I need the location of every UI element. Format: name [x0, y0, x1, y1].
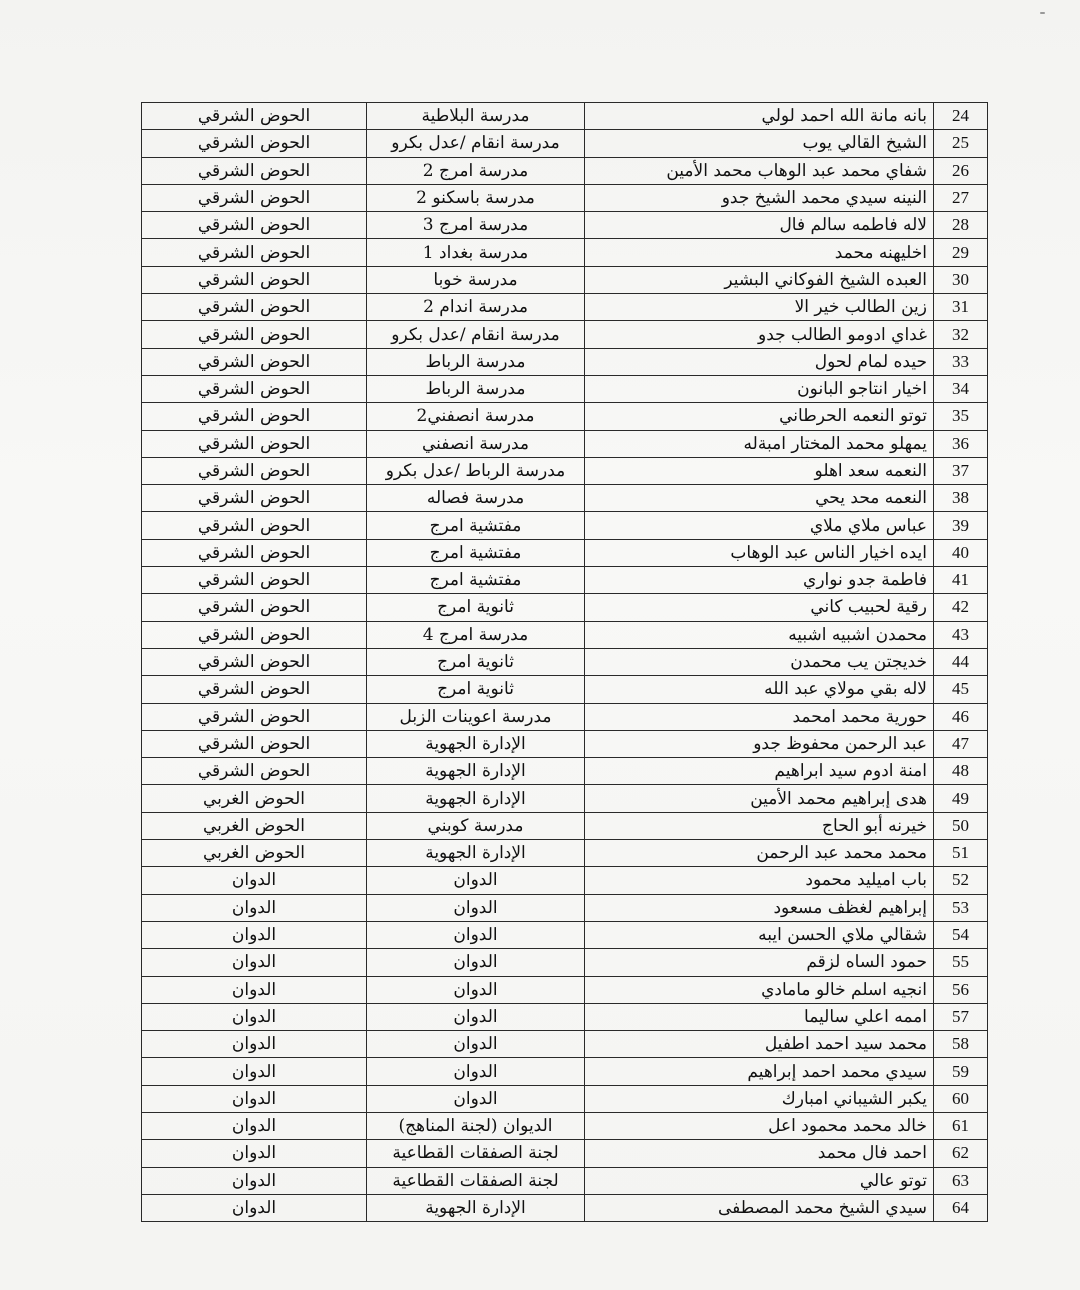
row-number: 39 [934, 512, 988, 539]
workplace-cell: مدرسة انصفني [367, 430, 585, 457]
person-name: زين الطالب خير الا [585, 294, 934, 321]
table-row [142, 1112, 988, 1139]
person-name: هدى إبراهيم محمد الأمين [585, 785, 934, 812]
workplace-cell: مدرسة البلاطية [367, 103, 585, 130]
table-row [142, 184, 988, 211]
row-number: 31 [934, 294, 988, 321]
person-name: يكبر الشيباني امبارك [585, 1085, 934, 1112]
person-name: لاله فاطمه سالم فال [585, 212, 934, 239]
row-number: 24 [934, 103, 988, 130]
table-row [142, 1085, 988, 1112]
workplace-cell: الدوان [367, 921, 585, 948]
workplace-cell: الدوان [367, 894, 585, 921]
region-cell: الحوض الشرقي [142, 621, 367, 648]
person-name: اخيار انتاجو البانون [585, 375, 934, 402]
region-cell: الدوان [142, 1058, 367, 1085]
table-row [142, 1058, 988, 1085]
region-cell: الدوان [142, 1085, 367, 1112]
region-cell: الحوض الغربي [142, 812, 367, 839]
person-name: خديجتن يب محمدن [585, 648, 934, 675]
workplace-cell: مفتشية امرج [367, 539, 585, 566]
person-name: شقالي ملاي الحسن ايبه [585, 921, 934, 948]
table-row [142, 867, 988, 894]
region-cell: الحوض الشرقي [142, 130, 367, 157]
region-cell: الحوض الشرقي [142, 157, 367, 184]
table-row [142, 430, 988, 457]
person-name: بانه مانة الله احمد لولي [585, 103, 934, 130]
row-number: 51 [934, 840, 988, 867]
person-name: سيدي الشيخ محمد المصطفى [585, 1194, 934, 1221]
person-name: توتو عالي [585, 1167, 934, 1194]
region-cell: الدوان [142, 1194, 367, 1221]
person-name: سيدي محمد احمد إبراهيم [585, 1058, 934, 1085]
row-number: 48 [934, 758, 988, 785]
person-name: توتو النعمه الحرطاني [585, 403, 934, 430]
workplace-cell: مدرسة الرباط [367, 375, 585, 402]
row-number: 54 [934, 921, 988, 948]
workplace-cell: الإدارة الجهوية [367, 840, 585, 867]
workplace-cell: الدوان [367, 1031, 585, 1058]
row-number: 38 [934, 485, 988, 512]
person-name: انجيه اسلم خالو مامادي [585, 976, 934, 1003]
region-cell: الحوض الشرقي [142, 539, 367, 566]
table-row [142, 758, 988, 785]
row-number: 42 [934, 594, 988, 621]
workplace-cell: مدرسة انصفني2 [367, 403, 585, 430]
row-number: 46 [934, 703, 988, 730]
table-row [142, 294, 988, 321]
region-cell: الحوض الشرقي [142, 103, 367, 130]
row-number: 55 [934, 949, 988, 976]
table-row [142, 130, 988, 157]
workplace-cell: مدرسة انقام /عدل بكرو [367, 321, 585, 348]
region-cell: الحوض الشرقي [142, 703, 367, 730]
table-row [142, 949, 988, 976]
table-row [142, 785, 988, 812]
row-number: 49 [934, 785, 988, 812]
workplace-cell: الدوان [367, 1003, 585, 1030]
workplace-cell: الدوان [367, 976, 585, 1003]
row-number: 45 [934, 676, 988, 703]
table-row [142, 212, 988, 239]
table-row [142, 1167, 988, 1194]
region-cell: الحوض الشرقي [142, 375, 367, 402]
region-cell: الحوض الشرقي [142, 730, 367, 757]
workplace-cell: مدرسة امرج 3 [367, 212, 585, 239]
row-number: 61 [934, 1112, 988, 1139]
workplace-cell: الدوان [367, 1085, 585, 1112]
row-number: 50 [934, 812, 988, 839]
region-cell: الدوان [142, 1112, 367, 1139]
region-cell: الدوان [142, 867, 367, 894]
table-row [142, 157, 988, 184]
workplace-cell: الدوان [367, 867, 585, 894]
table-row [142, 676, 988, 703]
roster-table [141, 102, 988, 1222]
region-cell: الحوض الغربي [142, 785, 367, 812]
workplace-cell: لجنة الصفقات القطاعية [367, 1167, 585, 1194]
row-number: 59 [934, 1058, 988, 1085]
table-row [142, 485, 988, 512]
person-name: فاطمة جدو نواري [585, 567, 934, 594]
row-number: 62 [934, 1140, 988, 1167]
person-name: إبراهيم لغظف مسعود [585, 894, 934, 921]
person-name: غداي ادومو الطالب جدو [585, 321, 934, 348]
scan-speck [1040, 12, 1045, 14]
region-cell: الحوض الغربي [142, 840, 367, 867]
region-cell: الدوان [142, 921, 367, 948]
person-name: اخليهنه محمد [585, 239, 934, 266]
workplace-cell: مدرسة امرج 4 [367, 621, 585, 648]
workplace-cell: مدرسة اندام 2 [367, 294, 585, 321]
workplace-cell: مدرسة خوبا [367, 266, 585, 293]
person-name: حمود الساه لزقم [585, 949, 934, 976]
table-row [142, 976, 988, 1003]
table-row [142, 512, 988, 539]
table-row [142, 921, 988, 948]
table-row [142, 894, 988, 921]
table-row [142, 730, 988, 757]
person-name: اممه اعلي ساليما [585, 1003, 934, 1030]
person-name: الشيخ القالي يوب [585, 130, 934, 157]
table-row [142, 1031, 988, 1058]
workplace-cell: الدوان [367, 949, 585, 976]
person-name: حيده لمام لحول [585, 348, 934, 375]
table-row [142, 648, 988, 675]
region-cell: الحوض الشرقي [142, 212, 367, 239]
region-cell: الدوان [142, 1031, 367, 1058]
workplace-cell: مدرسة بغداد 1 [367, 239, 585, 266]
person-name: محمد محمد عبد الرحمن [585, 840, 934, 867]
region-cell: الحوض الشرقي [142, 457, 367, 484]
person-name: يمهلو محمد المختار امبةله [585, 430, 934, 457]
row-number: 29 [934, 239, 988, 266]
region-cell: الحوض الشرقي [142, 485, 367, 512]
table-row [142, 567, 988, 594]
region-cell: الدوان [142, 1140, 367, 1167]
row-number: 60 [934, 1085, 988, 1112]
person-name: باب اميليد محمود [585, 867, 934, 894]
table-row [142, 348, 988, 375]
row-number: 32 [934, 321, 988, 348]
table-row [142, 812, 988, 839]
region-cell: الحوض الشرقي [142, 430, 367, 457]
row-number: 26 [934, 157, 988, 184]
region-cell: الحوض الشرقي [142, 594, 367, 621]
region-cell: الحوض الشرقي [142, 321, 367, 348]
table-row [142, 539, 988, 566]
region-cell: الحوض الشرقي [142, 676, 367, 703]
person-name: النعمه محد يحي [585, 485, 934, 512]
region-cell: الدوان [142, 894, 367, 921]
row-number: 34 [934, 375, 988, 402]
person-name: لاله بقي مولاي عبد الله [585, 676, 934, 703]
table-row [142, 266, 988, 293]
table-row [142, 1194, 988, 1221]
row-number: 36 [934, 430, 988, 457]
row-number: 30 [934, 266, 988, 293]
table-row [142, 1140, 988, 1167]
row-number: 53 [934, 894, 988, 921]
region-cell: الحوض الشرقي [142, 567, 367, 594]
row-number: 25 [934, 130, 988, 157]
row-number: 27 [934, 184, 988, 211]
table-row [142, 1003, 988, 1030]
row-number: 52 [934, 867, 988, 894]
workplace-cell: الإدارة الجهوية [367, 730, 585, 757]
row-number: 63 [934, 1167, 988, 1194]
region-cell: الحوض الشرقي [142, 512, 367, 539]
row-number: 33 [934, 348, 988, 375]
region-cell: الحوض الشرقي [142, 266, 367, 293]
person-name: النينه سيدي محمد الشيخ جدو [585, 184, 934, 211]
table-row [142, 594, 988, 621]
region-cell: الحوض الشرقي [142, 758, 367, 785]
row-number: 64 [934, 1194, 988, 1221]
person-name: احمد فال محمد [585, 1140, 934, 1167]
workplace-cell: مدرسة اعوينات الزبل [367, 703, 585, 730]
person-name: شفاي محمد عبد الوهاب محمد الأمين [585, 157, 934, 184]
workplace-cell: مدرسة الرباط [367, 348, 585, 375]
region-cell: الحوض الشرقي [142, 348, 367, 375]
workplace-cell: مدرسة انقام /عدل بكرو [367, 130, 585, 157]
row-number: 37 [934, 457, 988, 484]
row-number: 58 [934, 1031, 988, 1058]
region-cell: الدوان [142, 1003, 367, 1030]
row-number: 28 [934, 212, 988, 239]
table-row [142, 703, 988, 730]
table-row [142, 840, 988, 867]
person-name: خالد محمد محمود اعل [585, 1112, 934, 1139]
row-number: 56 [934, 976, 988, 1003]
workplace-cell: مفتشية امرج [367, 512, 585, 539]
table-row [142, 621, 988, 648]
region-cell: الحوض الشرقي [142, 184, 367, 211]
workplace-cell: مفتشية امرج [367, 567, 585, 594]
table-row [142, 103, 988, 130]
person-name: عبد الرحمن محفوظ جدو [585, 730, 934, 757]
person-name: محمد سيد احمد اطفيل [585, 1031, 934, 1058]
region-cell: الحوض الشرقي [142, 648, 367, 675]
workplace-cell: الإدارة الجهوية [367, 785, 585, 812]
person-name: خيرنه أبو الحاج [585, 812, 934, 839]
person-name: النعمه سعد اهلو [585, 457, 934, 484]
person-name: امنة ادوم سيد ابراهيم [585, 758, 934, 785]
workplace-cell: مدرسة باسكنو 2 [367, 184, 585, 211]
workplace-cell: مدرسة فصاله [367, 485, 585, 512]
row-number: 43 [934, 621, 988, 648]
person-name: رقية لحبيب كاني [585, 594, 934, 621]
row-number: 35 [934, 403, 988, 430]
person-name: محمدن اشبيه اشبيه [585, 621, 934, 648]
table-row [142, 239, 988, 266]
workplace-cell: الديوان (لجنة المناهج) [367, 1112, 585, 1139]
row-number: 44 [934, 648, 988, 675]
table-row [142, 403, 988, 430]
row-number: 57 [934, 1003, 988, 1030]
row-number: 40 [934, 539, 988, 566]
workplace-cell: مدرسة امرج 2 [367, 157, 585, 184]
workplace-cell: الدوان [367, 1058, 585, 1085]
region-cell: الحوض الشرقي [142, 403, 367, 430]
workplace-cell: الإدارة الجهوية [367, 1194, 585, 1221]
region-cell: الحوض الشرقي [142, 239, 367, 266]
region-cell: الدوان [142, 949, 367, 976]
workplace-cell: مدرسة كوبني [367, 812, 585, 839]
table-row [142, 457, 988, 484]
workplace-cell: ثانوية امرج [367, 648, 585, 675]
person-name: العبده الشيخ الفوكاني البشير [585, 266, 934, 293]
workplace-cell: لجنة الصفقات القطاعية [367, 1140, 585, 1167]
workplace-cell: مدرسة الرباط /عدل بكرو [367, 457, 585, 484]
person-name: حورية محمد امحمد [585, 703, 934, 730]
region-cell: الدوان [142, 1167, 367, 1194]
table-row [142, 375, 988, 402]
region-cell: الدوان [142, 976, 367, 1003]
person-name: عباس ملاي ملاي [585, 512, 934, 539]
row-number: 41 [934, 567, 988, 594]
workplace-cell: الإدارة الجهوية [367, 758, 585, 785]
person-name: ايده اخيار الناس عبد الوهاب [585, 539, 934, 566]
row-number: 47 [934, 730, 988, 757]
workplace-cell: ثانوية امرج [367, 676, 585, 703]
roster-table-body [142, 103, 988, 1222]
table-row [142, 321, 988, 348]
workplace-cell: ثانوية امرج [367, 594, 585, 621]
region-cell: الحوض الشرقي [142, 294, 367, 321]
